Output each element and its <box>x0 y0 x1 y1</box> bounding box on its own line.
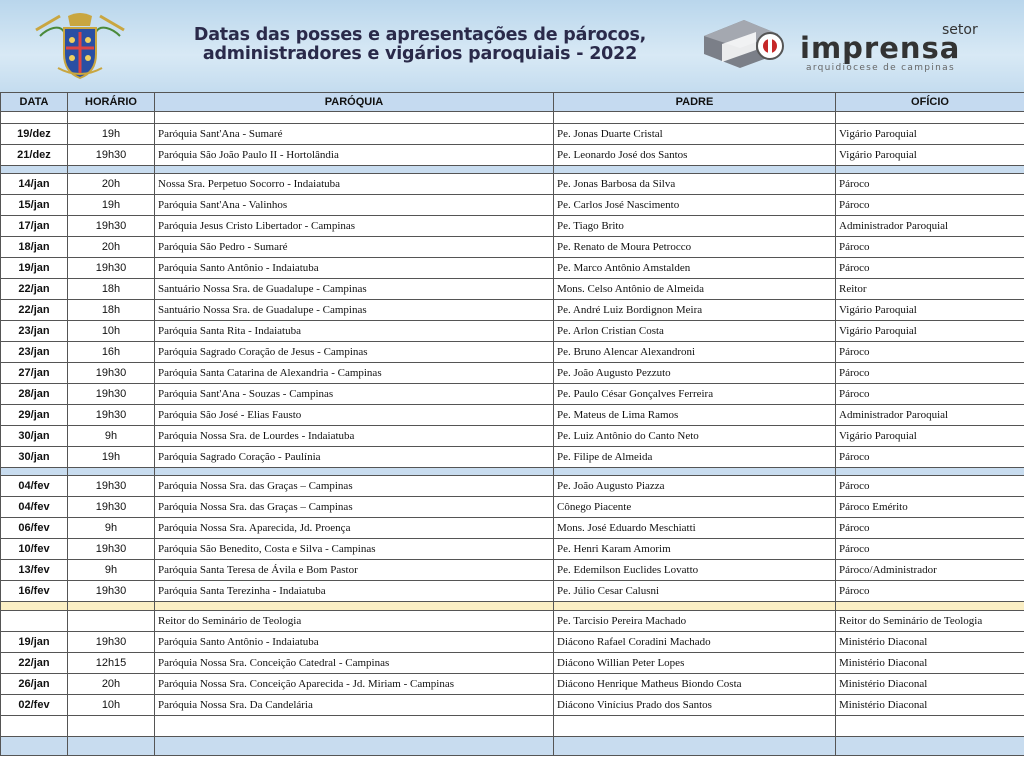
empty-cell <box>836 166 1024 174</box>
parish-cell: Paróquia Nossa Sra. Conceição Aparecida - Jd. Miriam - Campinas <box>155 674 554 695</box>
empty-cell <box>68 716 155 737</box>
table-row <box>1 237 1024 258</box>
table-row <box>1 447 1024 468</box>
empty-cell <box>68 602 155 611</box>
priest-cell: Diácono Vinícius Prado dos Santos <box>554 695 836 716</box>
office-cell: Administrador Paroquial <box>836 216 1024 237</box>
office-cell: Pároco <box>836 195 1024 216</box>
time-cell: 16h <box>68 342 155 363</box>
empty-cell <box>68 737 155 756</box>
office-cell: Pároco <box>836 384 1024 405</box>
priest-cell: Pe. Edemilson Euclides Lovatto <box>554 560 836 581</box>
parish-cell: Reitor do Seminário de Teologia <box>155 611 554 632</box>
separator-row <box>1 166 1024 174</box>
date-cell: 22/jan <box>1 279 68 300</box>
table-row <box>1 174 1024 195</box>
archdiocese-coat-of-arms-icon <box>30 12 130 80</box>
date-cell: 13/fev <box>1 560 68 581</box>
time-cell: 10h <box>68 321 155 342</box>
parish-cell: Paróquia Santa Catarina de Alexandria - Campinas <box>155 363 554 384</box>
parish-cell: Paróquia Sagrado Coração - Paulínia <box>155 447 554 468</box>
time-cell: 20h <box>68 174 155 195</box>
time-cell: 19h30 <box>68 539 155 560</box>
priest-cell: Pe. Mateus de Lima Ramos <box>554 405 836 426</box>
office-cell: Ministério Diaconal <box>836 653 1024 674</box>
empty-cell <box>68 166 155 174</box>
parish-cell: Paróquia Sant'Ana - Valinhos <box>155 195 554 216</box>
parish-cell: Paróquia Nossa Sra. Conceição Catedral - Campinas <box>155 653 554 674</box>
date-cell: 19/dez <box>1 124 68 145</box>
blank-row <box>1 112 1024 124</box>
parish-cell: Paróquia São José - Elias Fausto <box>155 405 554 426</box>
date-cell: 23/jan <box>1 321 68 342</box>
table-row <box>1 258 1024 279</box>
priest-cell: Pe. Filipe de Almeida <box>554 447 836 468</box>
date-cell: 30/jan <box>1 426 68 447</box>
office-cell: Pároco <box>836 237 1024 258</box>
office-cell: Vigário Paroquial <box>836 124 1024 145</box>
priest-cell: Pe. João Augusto Pezzuto <box>554 363 836 384</box>
date-cell: 17/jan <box>1 216 68 237</box>
office-cell: Pároco <box>836 476 1024 497</box>
logo-subtitle-text: arquidiocese de campinas <box>806 63 955 73</box>
logo-imprensa-text: imprensa <box>800 31 961 65</box>
empty-cell <box>1 166 68 174</box>
parish-cell: Paróquia Sant'Ana - Sumaré <box>155 124 554 145</box>
empty-cell <box>155 468 554 476</box>
empty-cell <box>155 737 554 756</box>
empty-cell <box>554 737 836 756</box>
time-cell: 19h30 <box>68 363 155 384</box>
date-cell: 15/jan <box>1 195 68 216</box>
col-header-date: DATA <box>1 93 68 112</box>
time-cell: 10h <box>68 695 155 716</box>
table-row <box>1 497 1024 518</box>
table-row <box>1 611 1024 632</box>
empty-cell <box>836 602 1024 611</box>
empty-cell <box>836 737 1024 756</box>
priest-cell: Pe. Renato de Moura Petrocco <box>554 237 836 258</box>
empty-cell <box>68 112 155 124</box>
parish-cell: Paróquia Sant'Ana - Souzas - Campinas <box>155 384 554 405</box>
table-row <box>1 695 1024 716</box>
table-row <box>1 363 1024 384</box>
col-header-priest: PADRE <box>554 93 836 112</box>
empty-cell <box>1 112 68 124</box>
table-row <box>1 145 1024 166</box>
col-header-parish: PARÓQUIA <box>155 93 554 112</box>
priest-cell: Diácono Willian Peter Lopes <box>554 653 836 674</box>
parish-cell: Santuário Nossa Sra. de Guadalupe - Campinas <box>155 279 554 300</box>
table-row <box>1 426 1024 447</box>
date-cell: 10/fev <box>1 539 68 560</box>
date-cell: 26/jan <box>1 674 68 695</box>
office-cell: Pároco <box>836 174 1024 195</box>
time-cell: 12h15 <box>68 653 155 674</box>
time-cell: 20h <box>68 674 155 695</box>
time-cell: 18h <box>68 279 155 300</box>
date-cell: 18/jan <box>1 237 68 258</box>
table-row <box>1 321 1024 342</box>
office-cell: Pároco <box>836 581 1024 602</box>
date-cell: 28/jan <box>1 384 68 405</box>
priest-cell: Pe. Carlos José Nascimento <box>554 195 836 216</box>
title-line-1: Datas das posses e apresentações de párocos, <box>193 25 647 45</box>
time-cell: 19h30 <box>68 405 155 426</box>
empty-cell <box>836 716 1024 737</box>
footer-band-row <box>1 737 1024 756</box>
parish-cell: Paróquia Sagrado Coração de Jesus - Campinas <box>155 342 554 363</box>
empty-cell <box>836 112 1024 124</box>
date-cell: 29/jan <box>1 405 68 426</box>
parish-cell: Paróquia São Pedro - Sumaré <box>155 237 554 258</box>
date-cell: 16/fev <box>1 581 68 602</box>
date-cell: 21/dez <box>1 145 68 166</box>
logo-setor-text: setor <box>942 22 978 38</box>
time-cell: 19h <box>68 195 155 216</box>
office-cell: Pároco <box>836 342 1024 363</box>
parish-cell: Paróquia Santa Teresa de Ávila e Bom Pastor <box>155 560 554 581</box>
time-cell: 19h30 <box>68 384 155 405</box>
separator-row <box>1 468 1024 476</box>
parish-cell: Paróquia Jesus Cristo Libertador - Campinas <box>155 216 554 237</box>
office-cell: Pároco <box>836 518 1024 539</box>
table-row <box>1 279 1024 300</box>
priest-cell: Pe. Tarcisio Pereira Machado <box>554 611 836 632</box>
priest-cell: Pe. Jonas Barbosa da Silva <box>554 174 836 195</box>
table-row <box>1 581 1024 602</box>
empty-cell <box>155 166 554 174</box>
parish-cell: Paróquia Santa Rita - Indaiatuba <box>155 321 554 342</box>
date-cell: 04/fev <box>1 476 68 497</box>
office-cell: Vigário Paroquial <box>836 145 1024 166</box>
time-cell: 19h30 <box>68 258 155 279</box>
empty-cell <box>554 716 836 737</box>
parish-cell: Paróquia Santo Antônio - Indaiatuba <box>155 632 554 653</box>
table-row <box>1 300 1024 321</box>
parish-cell: Paróquia Nossa Sra. das Graças – Campinas <box>155 476 554 497</box>
empty-cell <box>836 468 1024 476</box>
office-cell: Vigário Paroquial <box>836 321 1024 342</box>
priest-cell: Pe. Henri Karam Amorim <box>554 539 836 560</box>
parish-cell: Santuário Nossa Sra. de Guadalupe - Campinas <box>155 300 554 321</box>
time-cell: 19h <box>68 447 155 468</box>
date-cell: 23/jan <box>1 342 68 363</box>
time-cell: 20h <box>68 237 155 258</box>
date-cell <box>1 611 68 632</box>
office-cell: Pároco <box>836 447 1024 468</box>
priest-cell: Diácono Rafael Coradini Machado <box>554 632 836 653</box>
empty-cell <box>155 716 554 737</box>
date-cell: 30/jan <box>1 447 68 468</box>
table-body <box>1 112 1024 756</box>
priest-cell: Pe. Bruno Alencar Alexandroni <box>554 342 836 363</box>
priest-cell: Diácono Henrique Matheus Biondo Costa <box>554 674 836 695</box>
time-cell: 19h30 <box>68 632 155 653</box>
empty-cell <box>155 112 554 124</box>
schedule-table <box>0 92 1024 756</box>
office-cell: Ministério Diaconal <box>836 695 1024 716</box>
priest-cell: Pe. Tiago Brito <box>554 216 836 237</box>
empty-cell <box>554 602 836 611</box>
table-row <box>1 653 1024 674</box>
parish-cell: Paróquia Santa Terezinha - Indaiatuba <box>155 581 554 602</box>
time-cell: 9h <box>68 426 155 447</box>
table-row <box>1 216 1024 237</box>
title-line-2: administradores e vigários paroquiais - 2022 <box>202 44 638 64</box>
priest-cell: Pe. Jonas Duarte Cristal <box>554 124 836 145</box>
time-cell: 18h <box>68 300 155 321</box>
date-cell: 22/jan <box>1 300 68 321</box>
parish-cell: Paróquia Nossa Sra. Aparecida, Jd. Proença <box>155 518 554 539</box>
office-cell: Reitor <box>836 279 1024 300</box>
date-cell: 27/jan <box>1 363 68 384</box>
date-cell: 04/fev <box>1 497 68 518</box>
office-cell: Ministério Diaconal <box>836 674 1024 695</box>
office-cell: Pároco <box>836 539 1024 560</box>
separator-row <box>1 602 1024 611</box>
office-cell: Administrador Paroquial <box>836 405 1024 426</box>
date-cell: 06/fev <box>1 518 68 539</box>
parish-cell: Paróquia Nossa Sra. de Lourdes - Indaiatuba <box>155 426 554 447</box>
priest-cell: Pe. André Luiz Bordignon Meira <box>554 300 836 321</box>
table-row <box>1 632 1024 653</box>
empty-cell <box>155 602 554 611</box>
empty-cell <box>1 737 68 756</box>
date-cell: 19/jan <box>1 632 68 653</box>
time-cell: 19h30 <box>68 145 155 166</box>
table-row <box>1 539 1024 560</box>
table-row <box>1 124 1024 145</box>
document-title <box>150 26 690 64</box>
priest-cell: Pe. João Augusto Piazza <box>554 476 836 497</box>
empty-cell <box>554 468 836 476</box>
office-cell: Vigário Paroquial <box>836 300 1024 321</box>
empty-cell <box>1 602 68 611</box>
col-header-office: OFÍCIO <box>836 93 1024 112</box>
priest-cell: Pe. Marco Antônio Amstalden <box>554 258 836 279</box>
priest-cell: Pe. Júlio Cesar Calusni <box>554 581 836 602</box>
press-sector-logo-icon <box>700 14 792 72</box>
empty-cell <box>1 468 68 476</box>
priest-cell: Pe. Paulo César Gonçalves Ferreira <box>554 384 836 405</box>
table-row <box>1 342 1024 363</box>
table-row <box>1 384 1024 405</box>
office-cell: Ministério Diaconal <box>836 632 1024 653</box>
office-cell: Pároco <box>836 363 1024 384</box>
table-header-row <box>1 93 1024 112</box>
parish-cell: Paróquia Nossa Sra. das Graças – Campinas <box>155 497 554 518</box>
office-cell: Pároco/Administrador <box>836 560 1024 581</box>
parish-cell: Paróquia São João Paulo II - Hortolândia <box>155 145 554 166</box>
priest-cell: Pe. Leonardo José dos Santos <box>554 145 836 166</box>
empty-cell <box>1 716 68 737</box>
office-cell: Vigário Paroquial <box>836 426 1024 447</box>
office-cell: Pároco Emérito <box>836 497 1024 518</box>
priest-cell: Pe. Arlon Cristian Costa <box>554 321 836 342</box>
empty-cell <box>554 166 836 174</box>
time-cell: 19h30 <box>68 476 155 497</box>
priest-cell: Mons. José Eduardo Meschiatti <box>554 518 836 539</box>
document-header <box>0 0 1024 92</box>
parish-cell: Paróquia São Benedito, Costa e Silva - Campinas <box>155 539 554 560</box>
table-row <box>1 476 1024 497</box>
separator-row <box>1 716 1024 737</box>
table-row <box>1 560 1024 581</box>
priest-cell: Cônego Piacente <box>554 497 836 518</box>
time-cell: 19h30 <box>68 216 155 237</box>
parish-cell: Nossa Sra. Perpetuo Socorro - Indaiatuba <box>155 174 554 195</box>
parish-cell: Paróquia Nossa Sra. Da Candelária <box>155 695 554 716</box>
table-row <box>1 405 1024 426</box>
time-cell: 19h30 <box>68 581 155 602</box>
priest-cell: Pe. Luiz Antônio do Canto Neto <box>554 426 836 447</box>
time-cell: 9h <box>68 560 155 581</box>
date-cell: 19/jan <box>1 258 68 279</box>
time-cell: 19h30 <box>68 497 155 518</box>
table-row <box>1 195 1024 216</box>
time-cell: 9h <box>68 518 155 539</box>
col-header-time: HORÁRIO <box>68 93 155 112</box>
priest-cell: Mons. Celso Antônio de Almeida <box>554 279 836 300</box>
table-row <box>1 674 1024 695</box>
office-cell: Reitor do Seminário de Teologia <box>836 611 1024 632</box>
empty-cell <box>554 112 836 124</box>
empty-cell <box>68 468 155 476</box>
table-row <box>1 518 1024 539</box>
time-cell <box>68 611 155 632</box>
date-cell: 22/jan <box>1 653 68 674</box>
date-cell: 02/fev <box>1 695 68 716</box>
office-cell: Pároco <box>836 258 1024 279</box>
time-cell: 19h <box>68 124 155 145</box>
date-cell: 14/jan <box>1 174 68 195</box>
parish-cell: Paróquia Santo Antônio - Indaiatuba <box>155 258 554 279</box>
